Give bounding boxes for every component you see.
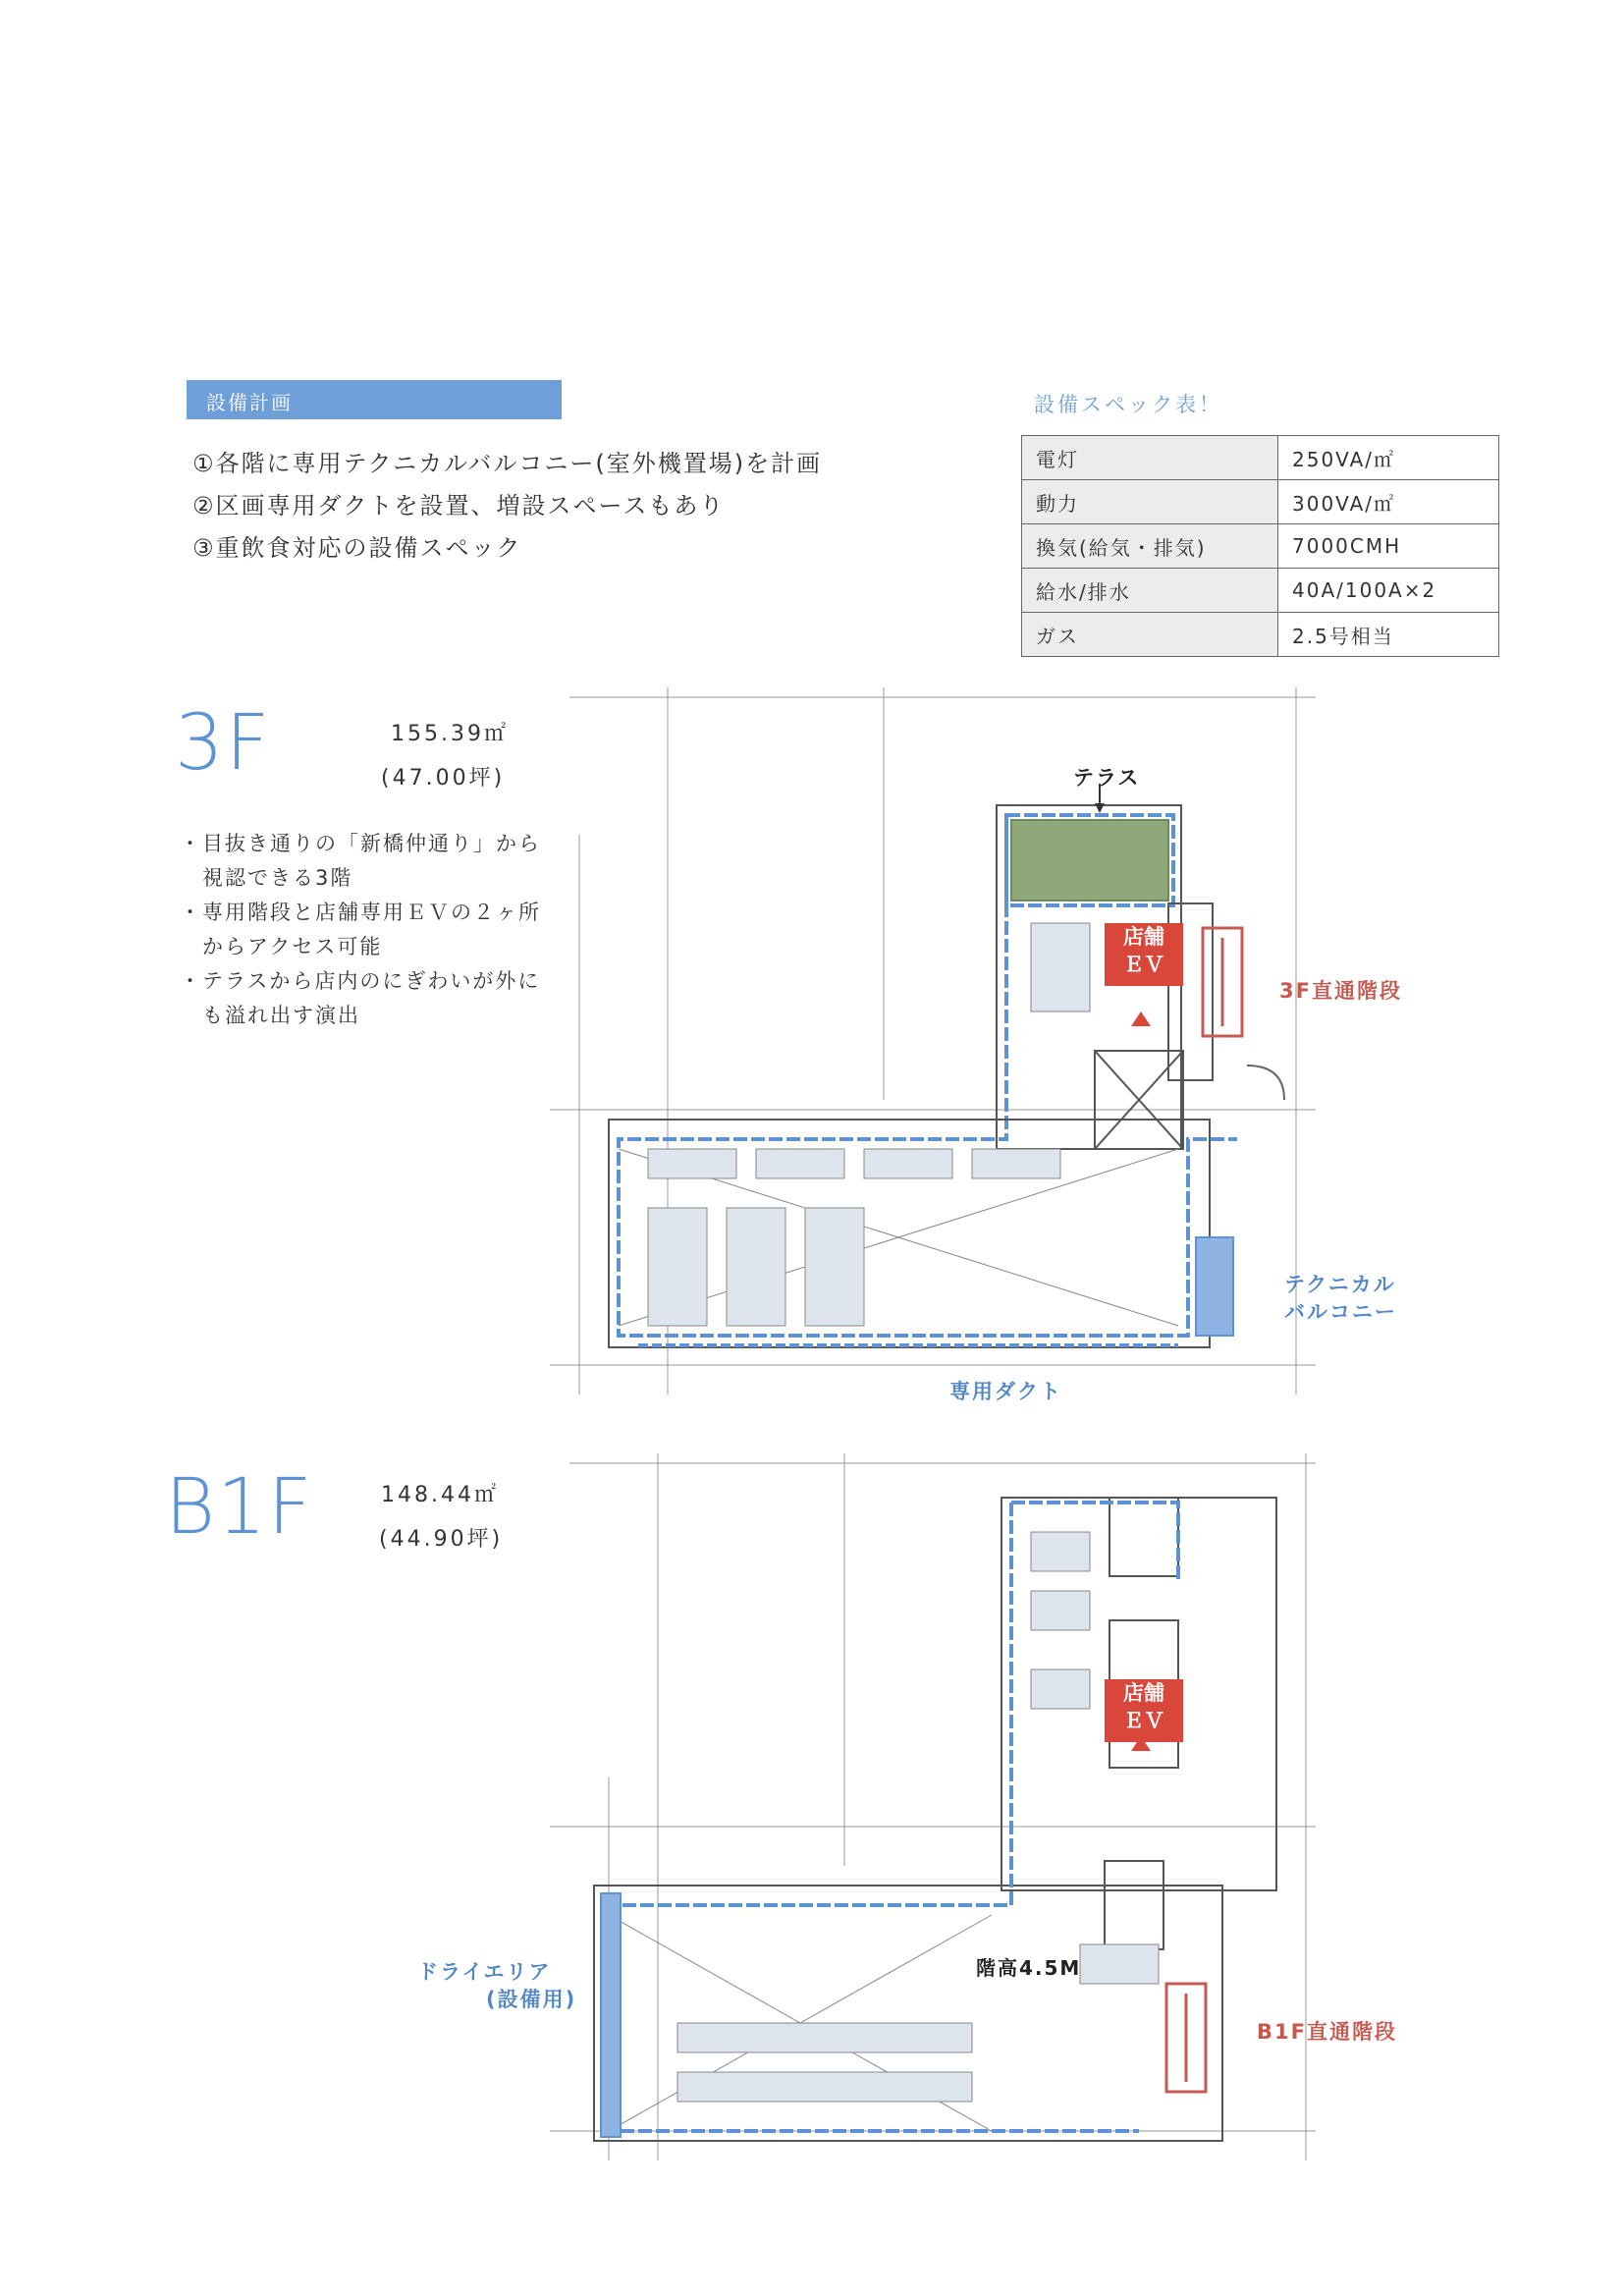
ev-line: 店舗 (1123, 925, 1164, 949)
floor-3f-plan (550, 687, 1316, 1394)
feature-line: ・専用階段と店舗専用ＥＶの２ヶ所 (180, 901, 541, 924)
section-header (187, 380, 562, 419)
spec-key: 動力 (1022, 480, 1278, 524)
spec-row (1022, 569, 1499, 613)
spec-value: 250VA/㎡ (1278, 436, 1499, 480)
dry-area-label-2: (設備用) (486, 1988, 577, 2011)
terrace-label: テラス (1073, 766, 1141, 790)
floor-b1f-stairs-label: B1F直通階段 (1257, 2020, 1397, 2044)
floor-3f-ev-box (1105, 923, 1183, 986)
spec-row (1022, 480, 1499, 524)
ev-line: ＥＶ (1123, 1709, 1164, 1732)
spec-value: 40A/100A×2 (1278, 569, 1499, 613)
floor-b1f-area: 148.44㎡ (381, 1483, 499, 1507)
floor-3f-stairs-label: 3F直通階段 (1279, 979, 1402, 1003)
point-1: ①各階に専用テクニカルバルコニー(室外機置場)を計画 (192, 450, 823, 477)
spec-table (1021, 435, 1499, 657)
feature-line: からアクセス可能 (180, 935, 383, 958)
duct-label: 専用ダクト (949, 1380, 1062, 1403)
spec-key: ガス (1022, 613, 1278, 657)
ceiling-height-label: 階高4.5M (976, 1956, 1082, 1980)
balcony-label-2: バルコニー (1284, 1300, 1397, 1324)
section-title: 設備計画 (206, 391, 293, 414)
spec-row (1022, 613, 1499, 657)
spec-value: 7000CMH (1278, 524, 1499, 569)
spec-row (1022, 436, 1499, 480)
balcony-label-1: テクニカル (1284, 1273, 1396, 1296)
floor-3f-area: 155.39㎡ (391, 722, 509, 746)
floor-b1f-tsubo: (44.90坪) (379, 1527, 504, 1552)
spec-table-title: 設備スペック表！ (1034, 393, 1222, 416)
point-2: ②区画専用ダクトを設置、増設スペースもあり (192, 492, 726, 519)
feature-line: も溢れ出す演出 (180, 1004, 360, 1027)
feature-line: ・目抜き通りの「新橋仲通り」から (180, 832, 541, 855)
spec-value: 300VA/㎡ (1278, 480, 1499, 524)
floor-b1f-label: B1F (165, 1463, 314, 1552)
spec-value: 2.5号相当 (1278, 613, 1499, 657)
spec-key: 換気(給気・排気) (1022, 524, 1278, 569)
floor-3f-tsubo: (47.00坪) (381, 766, 506, 791)
feature-line: 視認できる3階 (180, 866, 353, 890)
point-3: ③重飲食対応の設備スペック (192, 534, 522, 562)
ev-line: ＥＶ (1123, 953, 1164, 976)
dry-area-label-1: ドライエリア (417, 1960, 552, 1984)
spec-row (1022, 524, 1499, 569)
spec-key: 電灯 (1022, 436, 1278, 480)
floor-b1f-ev-box (1105, 1679, 1183, 1742)
spec-key: 給水/排水 (1022, 569, 1278, 613)
ev-line: 店舗 (1123, 1681, 1164, 1705)
floor-b1f-plan (550, 1453, 1316, 2160)
floor-3f-features (180, 827, 541, 1033)
floor-3f-label: 3F (175, 699, 272, 788)
feature-line: ・テラスから店内のにぎわいが外に (180, 969, 541, 993)
